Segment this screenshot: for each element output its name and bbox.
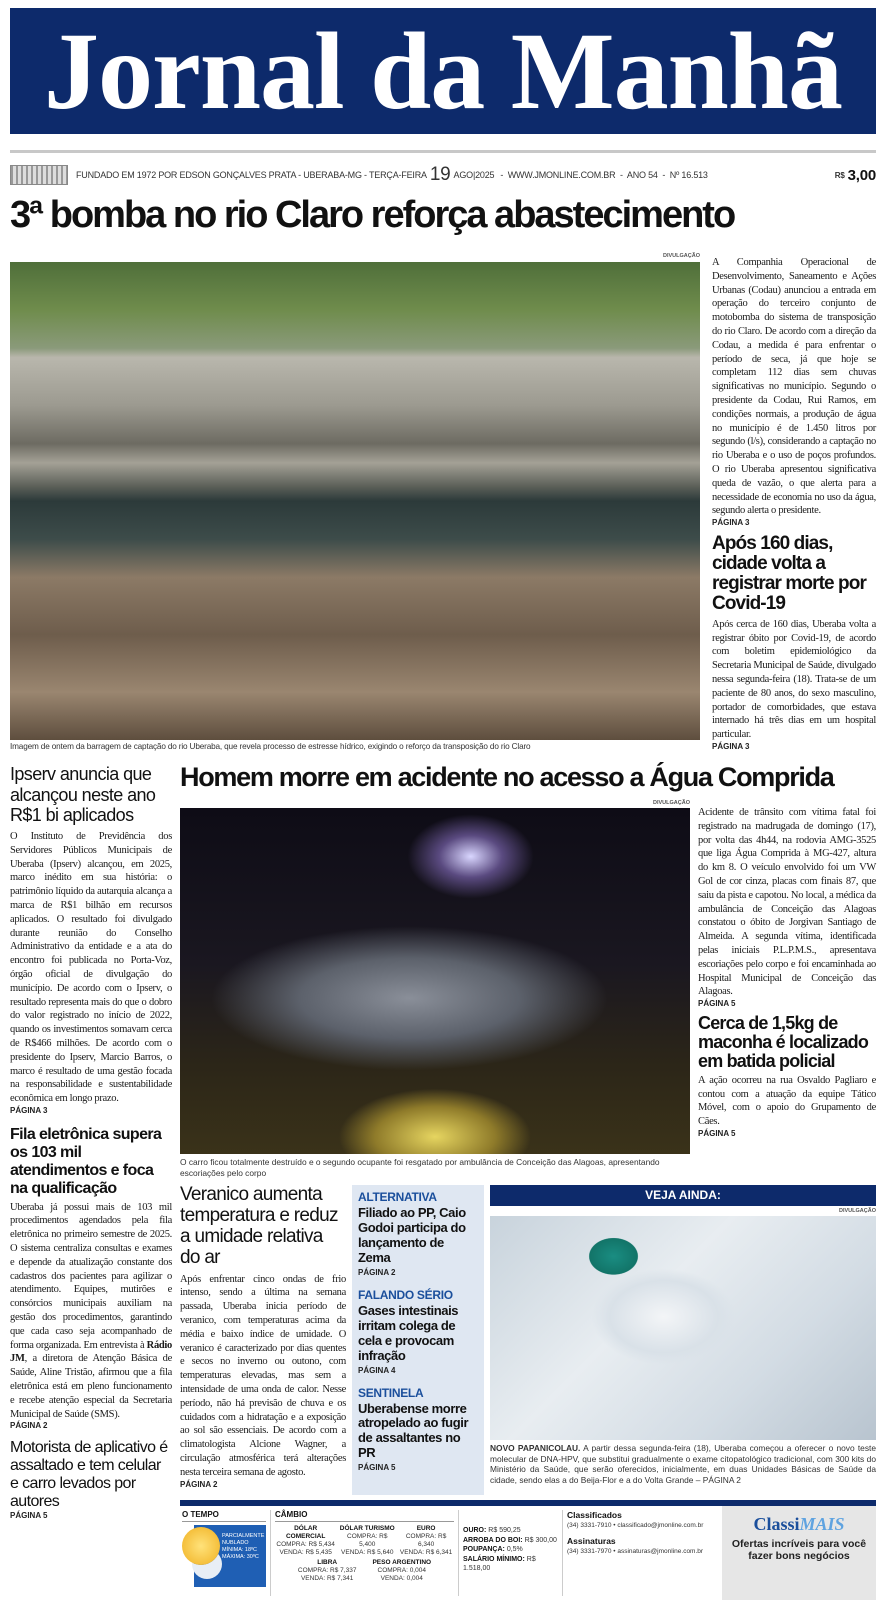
page-ref: PÁGINA 3 (712, 742, 750, 752)
motorista-headline: Motorista de aplicativo é assaltado e tem celular e carro levados por autores (10, 1439, 168, 1511)
lead-body: A Companhia Operacional de Desenvolvimento, Saneamento e Ações Urbanas (Codau) anunciou a entrada em operação do terceiro conjunto de motobomba do sistema de transposição do rio Claro. De acordo com a direção da Codau, a medida é para enfrentar o período de seca, já que hoje se completam 112 dias sem chuvas significativas no município. Segundo o presidente da Codau, Rui Ramos, em condições normais, a produção de água no município é de 1.450 litros por segundo (l/s), considerando a captação no rio Uberaba e o uso de poços profundos. O rio Uberaba apresentou significativa queda de vazão, o que alerta para a necessidade de economia no uso da água, segundo alerta o presidente. (712, 257, 876, 517)
divider (10, 150, 876, 153)
page-ref: PÁGINA 5 (698, 999, 736, 1009)
fila-body: Uberaba já possui mais de 103 mil procedimentos agendados pela fila eletrônica no primeiro semestre de 2025. O sistema centraliza consultas e exames e depende da atualização constante dos cadastros dos pacientes para agilizar o atendimento. Equipes, mutirões e consórcios municipais auxiliam na gestão dos procedimentos, garantindo que cada caso seja acompanhado de forma organizada. Em entrevista à Rádio JM, a diretora de Atenção Básica de Saúde, Aline Tristão, afirmou que a fila eletrônica está em pleno funcionamento e recebe atenção especial da Secretaria Municipal de Saúde (SMS). (10, 1201, 172, 1420)
date-month-year: AGO|2025 (453, 170, 495, 180)
price: 3,00 (847, 166, 876, 184)
maconha-body: A ação ocorreu na rua Osvaldo Pagliaro e contou com a atuação da equipe Tático Móvel, com o apoio do Grupamento de Cães. (698, 1074, 876, 1128)
building-icon (10, 165, 68, 185)
exchange-section: CÂMBIO DÓLAR COMERCIAL COMPRA: R$ 5,434 VENDA: R$ 5,435 DÓLAR TURISMO COMPRA: R$ 5,400 VENDA: R$ 5,640 EURO COMPRA: R$ 6,340 VENDA: R$ 6,341 LIBRA COMPRA: R$ 7,337 VENDA: R$ 7,341 PESO ARGENTINO COMPRA: 0,004 VENDA: 0,004 (270, 1510, 454, 1596)
currency: R$ (834, 170, 845, 180)
page-ref: PÁGINA 3 (10, 1106, 48, 1115)
veranico-column (180, 1185, 346, 1490)
founded-text: FUNDADO EM 1972 POR EDSON GONÇALVES PRATA - UBERABA-MG - TERÇA-FEIRA (76, 170, 427, 180)
maconha-headline: Cerca de 1,5kg de maconha é localizado em batida policial (698, 1013, 869, 1071)
partly-cloudy-icon (182, 1527, 220, 1565)
photo-credit: DIVULGAÇÃO (653, 800, 690, 806)
lead-photo-dam (10, 262, 700, 740)
photo-credit: DIVULGAÇÃO (839, 1208, 876, 1214)
date-day: 19 (429, 164, 451, 185)
website-issue: - WWW.JMONLINE.COM.BR - ANO 54 - Nº 16.513 (500, 170, 708, 180)
newspaper-title: Jornal da Manhã (44, 10, 842, 132)
photo-credit: DIVULGAÇÃO (663, 253, 700, 259)
accident-caption: O carro ficou totalmente destruído e o segundo ocupante foi resgatado por ambulância de Conceição das Alagoas, apresentando escoriações pelo corpo (180, 1157, 660, 1178)
masthead (10, 8, 876, 134)
column-item[interactable]: SENTINELA Uberabense morre atropelado ao fugir de assaltantes no PR PÁGINA 5 (358, 1385, 469, 1473)
page-ref: PÁGINA 5 (698, 1129, 736, 1139)
ipserv-body: O Instituto de Previdência dos Servidores Públicos Municipais de Uberaba (Ipserv) alcançou, em 2025, marco inédito em sua história: o patrimônio líquido da autarquia alcança a marca de R$1 bilhão em recursos aplicados. O resultado foi divulgado durante reunião do Conselho Administrativo da entidade e a ata do encontro foi publicada no Porta-Voz, órgão oficial de divulgação do município. De acordo com o Ipserv, o resultado representa mais do que o dobro do valor registrado no início de 2022, quando os investimentos somavam cerca de R$466 milhões. De acordo com o presidente do Ipserv, Marcio Barros, o marco é resultado de uma gestão focada na responsabilidade e sustentabilidade econômica em longo prazo. (10, 831, 172, 1105)
lead-headline: 3ª bomba no rio Claro reforça abastecimento (10, 194, 735, 236)
edition-info-bar (10, 160, 876, 190)
page-ref: PÁGINA 5 (10, 1511, 48, 1520)
accident-headline: Homem morre em acidente no acesso a Água Comprida (180, 762, 834, 792)
column-item[interactable]: FALANDO SÉRIO Gases intestinais irritam colega de cela e provocam infração PÁGINA 4 (358, 1287, 459, 1375)
page-ref: PÁGINA 2 (10, 1421, 48, 1431)
classimais-logo: ClassiMAIS (753, 1514, 845, 1534)
left-column (10, 764, 172, 1521)
covid-body: Após cerca de 160 dias, Uberaba volta a registrar óbito por Covid-19, de acordo com boletim epidemiológico da Secretaria Municipal de Saúde, divulgado nessa segunda-feira (18). Trata-se de um paciente de 80 anos, do sexo masculino, portador de comorbidades, que estava internado há três dias em um hospital particular. (712, 618, 876, 741)
contacts-section: Classificados (34) 3331-7910 • classificado@jmonline.com.br Assinaturas (34) 3331-7970 • assinaturas@jmonline.com.br (562, 1510, 720, 1596)
lead-caption: Imagem de ontem da barragem de captação do rio Uberaba, que revela processo de estresse hídrico, exigindo o reforço da transposição do rio Claro (10, 742, 531, 751)
page-ref: PÁGINA 3 (712, 518, 750, 528)
pap-test-kit-photo (490, 1216, 876, 1440)
fila-headline: Fila eletrônica supera os 103 mil atendimentos e foca na qualificação (10, 1126, 162, 1197)
accident-body: Acidente de trânsito com vítima fatal foi registrado na madrugada de domingo (17), por volta das 4h44, na rodovia AMG-3525 que liga Água Comprida à MG-427, altura do km 8. O veículo envolvido foi um VW Gol de cor cinza, placas com finais 87, que saiu da pista e capotou. No local, a médica da ambulância de Conceição das Alagoas constatou o óbito de Jorgivan Santiago de Almeida. A segunda vítima, identificada pelas iniciais P.L.P.M.S., apresentava escoriações pelo corpo e foi encaminhada ao Hospital Municipal de Conceição das Alagoas. (698, 807, 876, 998)
columns-box (352, 1185, 484, 1495)
accident-photo-car (180, 808, 690, 1154)
weather-section: O TEMPO PARCIALMENTE NUBLADO MÍNIMA: 18ºC MÁXIMA: 30ºC (182, 1510, 266, 1596)
right-column (712, 256, 876, 752)
accident-column (698, 806, 876, 1139)
ipserv-headline: Ipserv anuncia que alcançou neste ano R$1 bi aplicados (10, 764, 156, 826)
veja-ainda-bar: VEJA AINDA: (490, 1185, 876, 1206)
veranico-headline: Veranico aumenta temperatura e reduz a umidade relativa do ar (180, 1184, 338, 1268)
indices-section: OURO: R$ 590,25 ARROBA DO BOI: R$ 300,00 POUPANÇA: 0,5% SALÁRIO MÍNIMO: R$ 1.518,00 (458, 1510, 560, 1596)
veranico-body: Após enfrentar cinco ondas de frio intenso, sendo a última na semana passada, Uberaba inicia período de veranico, com temperaturas acima da média e baixo índice de umidade. O veranico é caracterizado por dias quentes e secos no inverno ou outono, com temperaturas elevadas, mas sem a intensidade de uma onda de calor. Nesse período, não há previsão de chuva e os cuidados com a hidratação e a exposição ao sol são essenciais. De acordo com a climatologista Alcione Wagner, a circulação atmosférica terá alterações nesta terceira semana de agosto. (180, 1273, 346, 1478)
column-item[interactable]: ALTERNATIVA Filiado ao PP, Caio Godoi participa do lançamento de Zema PÁGINA 2 (358, 1190, 466, 1277)
classimais-ad[interactable]: ClassiMAIS Ofertas incríveis para você fazer bons negócios (722, 1506, 876, 1600)
covid-headline: Após 160 dias, cidade volta a registrar morte por Covid-19 (712, 533, 866, 614)
page-ref: PÁGINA 2 (180, 1479, 218, 1489)
footer-bar (180, 1500, 876, 1600)
veja-caption: NOVO PAPANICOLAU. A partir dessa segunda-feira (18), Uberaba começou a oferecer o novo teste molecular de DNA-HPV, que substitui gradualmente o exame citopatológico tradicional, com 300 kits do Ministério da Saúde, que serão oferecidos, inicialmente, em duas Unidades Básicas de Saúde da cidade, sendo elas a do Beija-Flor e a do Volta Grande – PÁGINA 2 (490, 1443, 876, 1485)
